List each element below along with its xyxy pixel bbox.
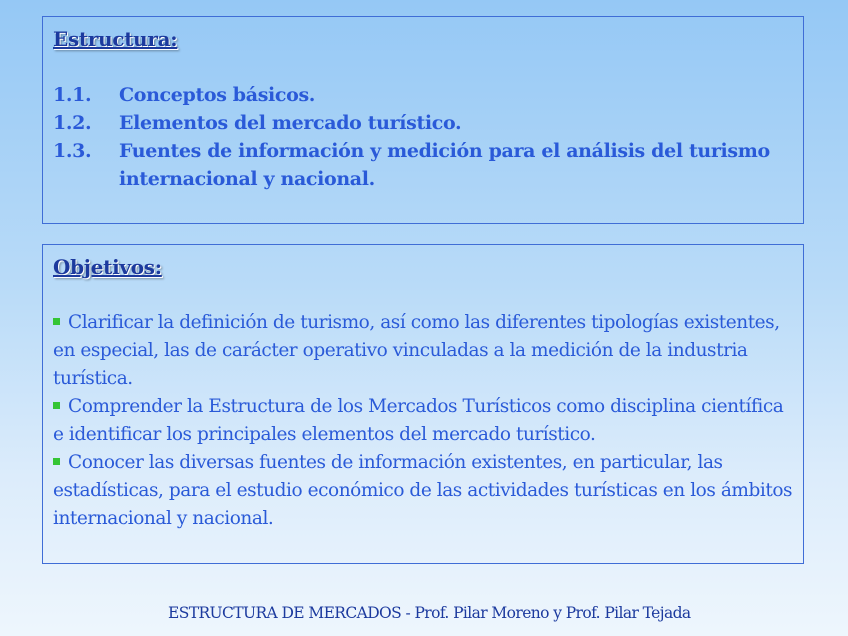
structure-item-number: 1.2. [53, 112, 92, 134]
objective-text: Comprender la Estructura de los Mercados Turísticos como disciplina científica e identificar los principales elementos del mercado turístico. [53, 396, 784, 445]
objective-item [53, 449, 793, 533]
structure-item [53, 81, 793, 109]
objective-text: Clarificar la definición de turismo, así como las diferentes tipologías existentes, en especial, las de carácter operativo vinculadas a la medición de la industria turística. [53, 312, 780, 389]
square-bullet-icon [53, 458, 60, 465]
objective-item [53, 309, 793, 393]
objective-item [53, 393, 793, 449]
structure-item-text: Elementos del mercado turístico. [119, 112, 462, 134]
square-bullet-icon [53, 318, 60, 325]
square-bullet-icon [53, 402, 60, 409]
structure-item [53, 109, 793, 137]
structure-item-text: Fuentes de información y medición para el análisis del turismo internacional y nacional. [119, 140, 770, 190]
objectives-box [42, 244, 804, 564]
structure-heading: Estructura: [53, 27, 178, 51]
objectives-list [53, 309, 793, 533]
structure-item [53, 137, 793, 193]
structure-item-text: Conceptos básicos. [119, 84, 316, 106]
objectives-heading: Objetivos: [53, 255, 162, 279]
structure-item-number: 1.3. [53, 140, 92, 162]
structure-box [42, 16, 804, 224]
footer-text: ESTRUCTURA DE MERCADOS - Prof. Pilar Moreno y Prof. Pilar Tejada [168, 604, 691, 622]
objective-text: Conocer las diversas fuentes de información existentes, en particular, las estadísticas, para el estudio económico de las actividades turísticas en los ámbitos internacional y nacional. [53, 452, 793, 529]
structure-item-number: 1.1. [53, 84, 92, 106]
structure-list [53, 81, 793, 193]
